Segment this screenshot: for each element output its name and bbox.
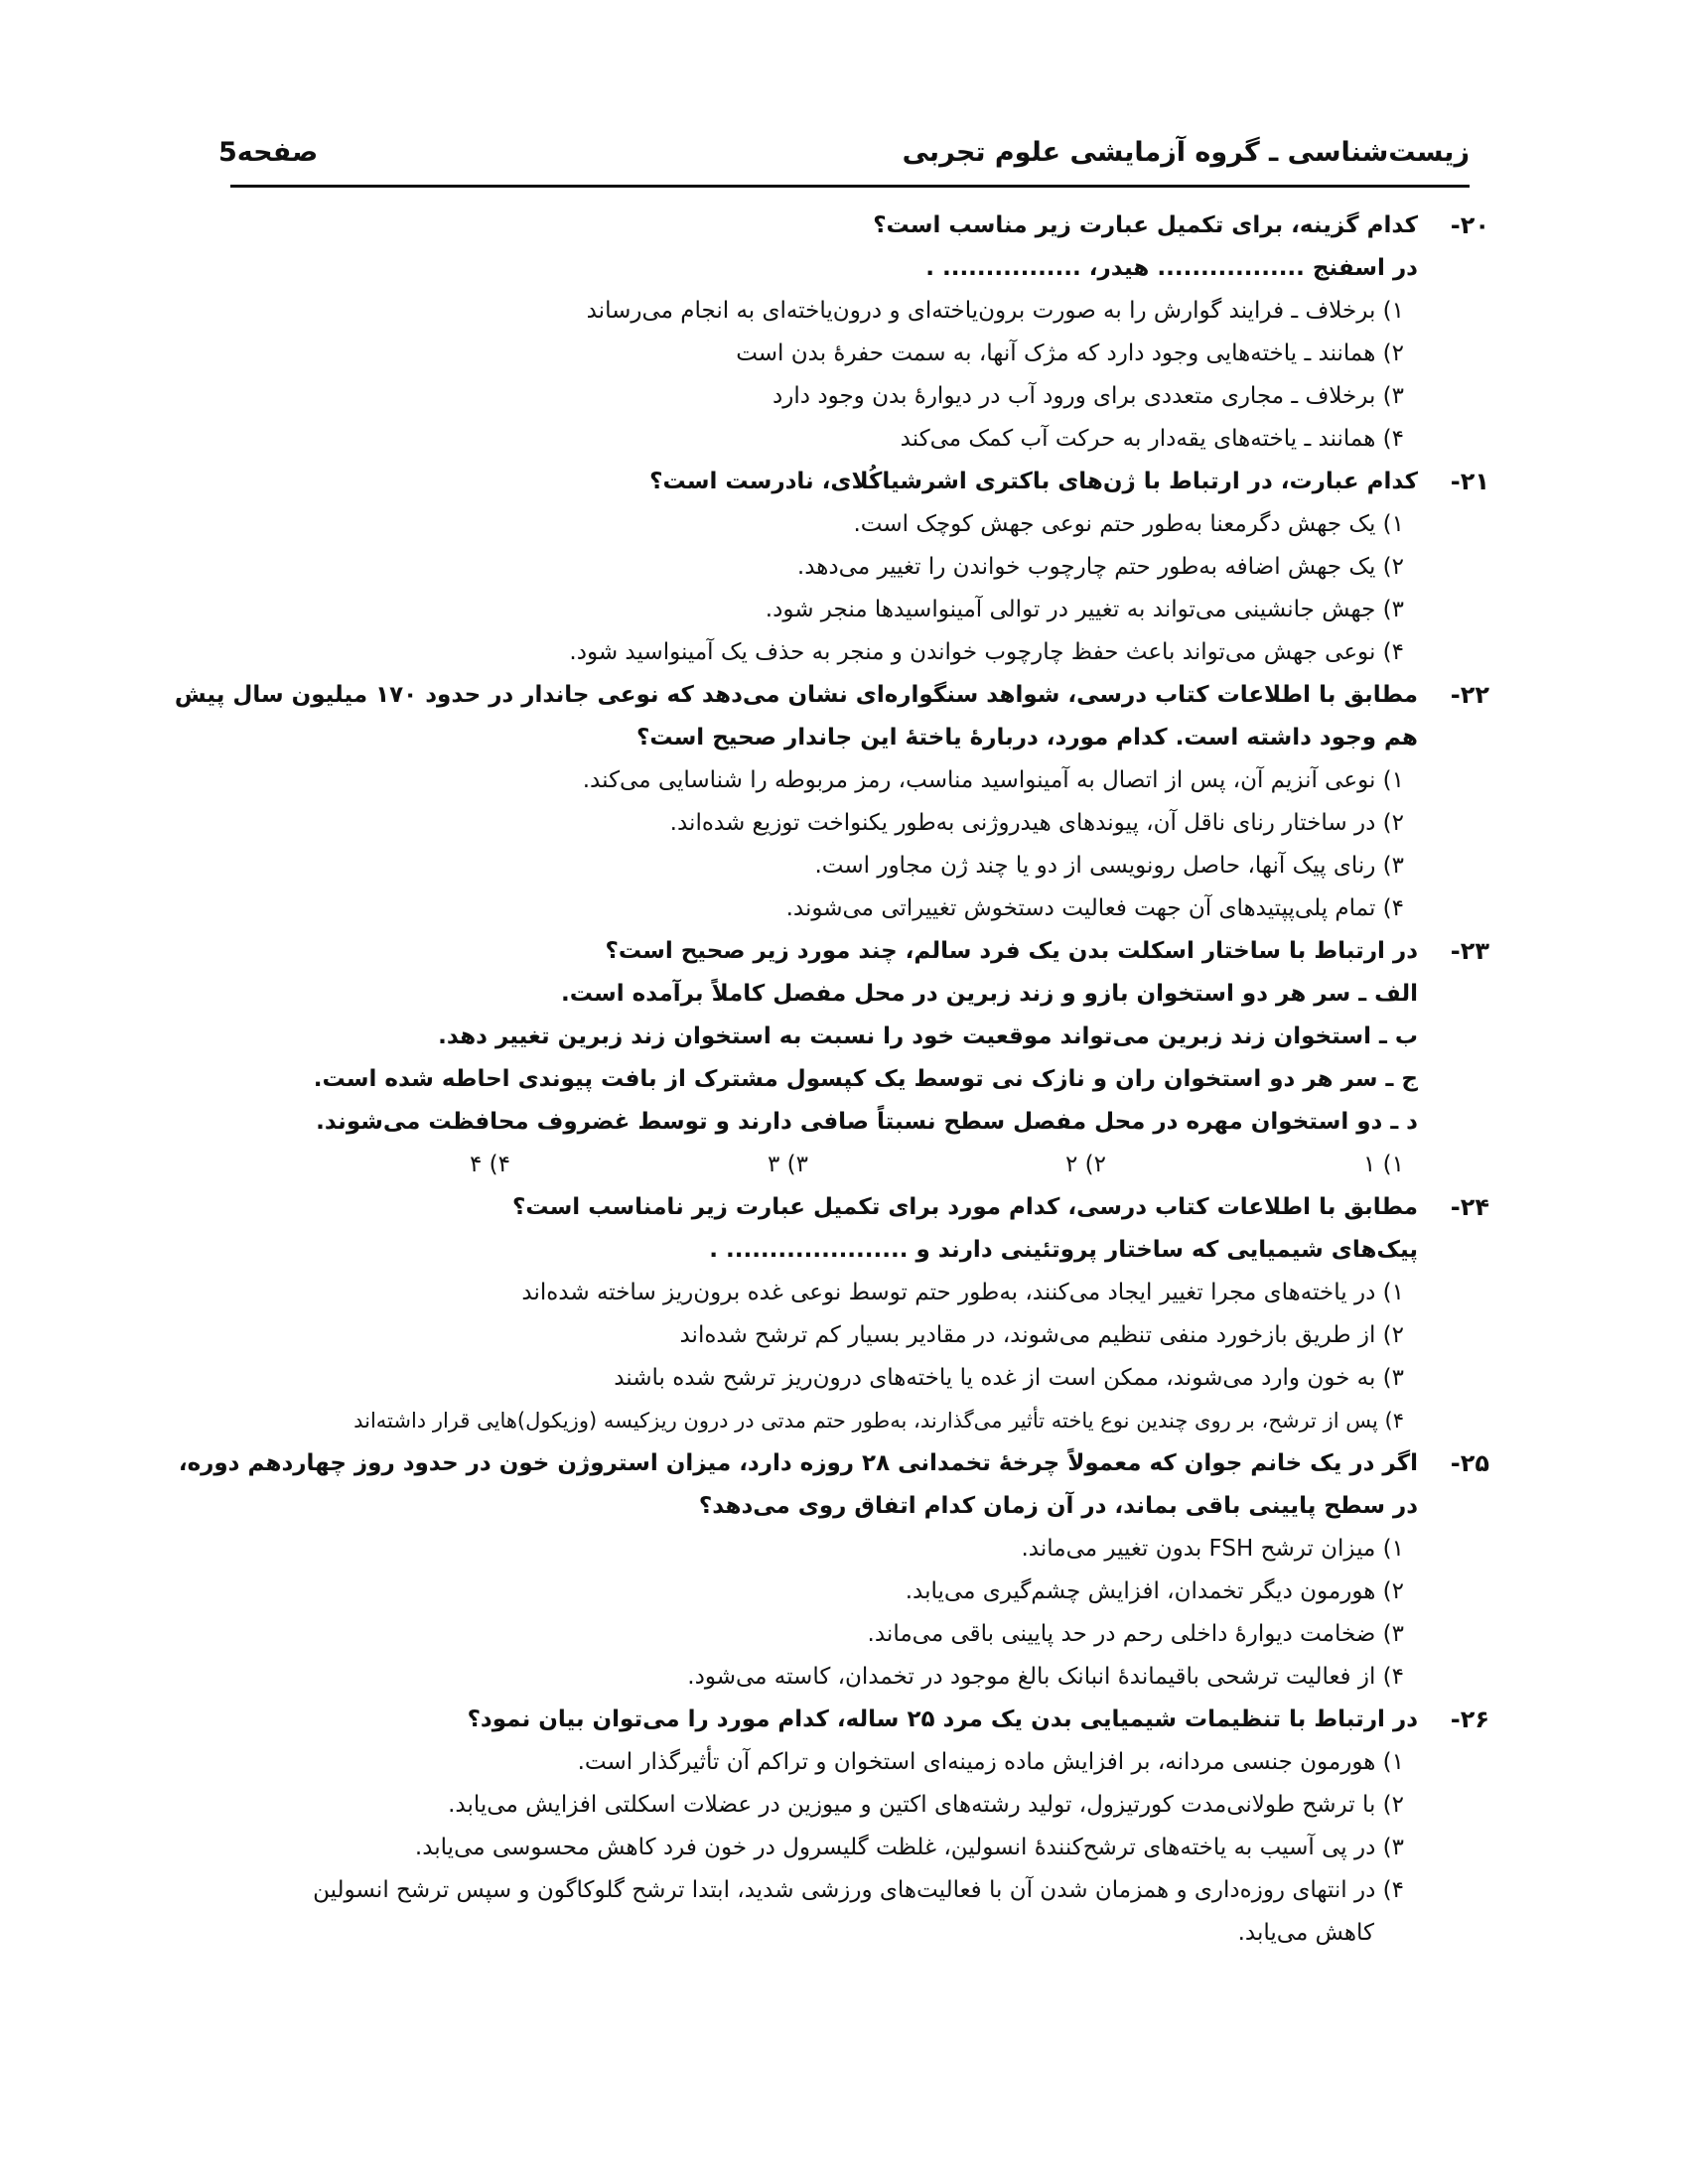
question-stem: در سطح پایینی باقی بماند، در آن زمان کدام اتفاق روی می‌دهد؟: [698, 1493, 1418, 1519]
answer-option: ۱) در یاخته‌های مجرا تغییر ایجاد می‌کنند، به‌طور حتم توسط نوعی غده برون‌ریز ساخته شده‌اند: [521, 1280, 1404, 1305]
answer-options-row: [199, 1144, 1418, 1186]
question-stem: کدام عبارت، در ارتباط با ژن‌های باکتری اشرشیاکُلای، نادرست است؟: [649, 469, 1418, 494]
answer-option: ۲) با ترشح طولانی‌مدت کورتیزول، تولید رشته‌های اکتین و میوزین در عضلات اسکلتی افزایش می‌یابد.: [448, 1792, 1404, 1818]
statement-item: الف ـ سر هر دو استخوان بازو و زند زبرین در محل مفصل کاملاً برآمده است.: [561, 981, 1418, 1007]
question-stem: در اسفنج ................. هیدر، ................ .: [925, 255, 1418, 281]
answer-option: ۴) همانند ـ یاخته‌های یقه‌دار به حرکت آب کمک می‌کند: [900, 426, 1404, 452]
question-23: [199, 930, 1489, 1186]
answer-option: ۴) پس از ترشح، بر روی چندین نوع یاخته تأثیر می‌گذارند، به‌طور حتم مدتی در درون ریزکیسه (وزیکول)هایی قرار داشته‌اند: [353, 1409, 1404, 1433]
answer-option: ۳) به خون وارد می‌شوند، ممکن است از غده یا یاخته‌های درون‌ریز ترشح شده باشند: [614, 1365, 1404, 1391]
statement-item: ج ـ سر هر دو استخوان ران و نازک نی توسط یک کپسول مشترک از بافت پیوندی احاطه شده است.: [313, 1066, 1418, 1092]
question-number: ۲۳-: [1450, 937, 1489, 965]
answer-option: ۲) یک جهش اضافه به‌طور حتم چارچوب خواندن را تغییر می‌دهد.: [796, 554, 1404, 580]
answer-option: ۳) ضخامت دیوارهٔ داخلی رحم در حد پایینی باقی می‌ماند.: [867, 1621, 1404, 1647]
question-stem: اگر در یک خانم جوان که معمولاً چرخهٔ تخمدانی ۲۸ روزه دارد، میزان استروژن خون در حدود روز چهاردهم دوره،: [178, 1450, 1418, 1476]
answer-option: ۱) برخلاف ـ فرایند گوارش را به صورت برون‌یاخته‌ای و درون‌یاخته‌ای به انجام می‌رساند: [586, 298, 1404, 324]
question-number: ۲۰-: [1450, 211, 1489, 239]
question-stem: کدام گزینه، برای تکمیل عبارت زیر مناسب است؟: [873, 212, 1418, 238]
question-number: ۲۲-: [1450, 681, 1489, 709]
answer-option: ۴) از فعالیت ترشحی باقیماندهٔ انبانک بالغ موجود در تخمدان، کاسته می‌شود.: [687, 1664, 1404, 1690]
answer-option: ۳) برخلاف ـ مجاری متعددی برای ورود آب در دیوارهٔ بدن وجود دارد: [773, 383, 1404, 409]
question-22: [174, 674, 1489, 930]
answer-option: ۲) هورمون دیگر تخمدان، افزایش چشم‌گیری می‌یابد.: [905, 1578, 1404, 1604]
question-number: ۲۱-: [1450, 468, 1489, 495]
answer-option: ۱) هورمون جنسی مردانه، بر افزایش ماده زمینه‌ای استخوان و تراکم آن تأثیرگذار است.: [577, 1749, 1404, 1775]
question-21: [199, 461, 1489, 674]
question-number: ۲۶-: [1450, 1706, 1489, 1733]
question-stem: مطابق با اطلاعات کتاب درسی، کدام مورد برای تکمیل عبارت زیر نامناسب است؟: [512, 1194, 1418, 1220]
question-25: [178, 1442, 1489, 1699]
answer-option: ۴) تمام پلی‌پپتیدهای آن جهت فعالیت دستخوش تغییراتی می‌شوند.: [785, 895, 1404, 921]
question-number: ۲۵-: [1450, 1449, 1489, 1477]
page-number: صفحه5: [218, 137, 319, 168]
answer-option: ۱) ۱: [1362, 1152, 1404, 1177]
question-stem: هم وجود داشته است. کدام مورد، دربارهٔ یاختهٔ این جاندار صحیح است؟: [636, 725, 1418, 751]
questions-list: [174, 205, 1489, 1955]
question-24: [199, 1186, 1489, 1442]
answer-option: ۱) یک جهش دگرمعنا به‌طور حتم نوعی جهش کوچک است.: [853, 511, 1404, 537]
statement-item: ب ـ استخوان زند زبرین می‌تواند موقعیت خود را نسبت به استخوان زند زبرین تغییر دهد.: [438, 1024, 1418, 1049]
question-20: [199, 205, 1489, 461]
answer-option-continuation: کاهش می‌یابد.: [1237, 1920, 1374, 1946]
answer-option: ۳) ۳: [767, 1152, 808, 1177]
answer-option: ۴) ۴: [469, 1152, 510, 1177]
question-stem: در ارتباط با ساختار اسکلت بدن یک فرد سالم، چند مورد زیر صحیح است؟: [605, 938, 1418, 964]
answer-option: ۴) در انتهای روزه‌داری و همزمان شدن آن با فعالیت‌های ورزشی شدید، ابتدا ترشح گلوکاگون و سپس ترشح انسولین: [313, 1877, 1404, 1903]
answer-option: ۲) همانند ـ یاخته‌هایی وجود دارد که مژک آنها، به سمت حفرهٔ بدن است: [736, 341, 1404, 366]
answer-option: ۲) در ساختار رنای ناقل آن، پیوندهای هیدروژنی به‌طور یکنواخت توزیع شده‌اند.: [669, 810, 1404, 836]
answer-option: ۳) در پی آسیب به یاخته‌های ترشح‌کنندهٔ انسولین، غلظت گلیسرول در خون فرد کاهش محسوسی می‌یابد.: [414, 1835, 1404, 1860]
question-number: ۲۴-: [1450, 1193, 1489, 1221]
statement-item: د ـ دو استخوان مهره در محل مفصل سطح نسبتاً صافی دارند و توسط غضروف محافظت می‌شوند.: [316, 1109, 1418, 1135]
header-rule: [230, 185, 1470, 188]
answer-option: ۱) میزان ترشح FSH بدون تغییر می‌ماند.: [1021, 1536, 1404, 1562]
question-26: [199, 1699, 1489, 1955]
answer-option: ۴) نوعی جهش می‌تواند باعث حفظ چارچوب خواندن و منجر به حذف یک آمینواسید شود.: [569, 639, 1404, 665]
page-header: [218, 137, 1470, 177]
header-title: زیست‌شناسی ـ گروه آزمایشی علوم تجربی: [902, 137, 1470, 168]
answer-option: ۲) از طریق بازخورد منفی تنظیم می‌شوند، در مقادیر بسیار کم ترشح شده‌اند: [679, 1322, 1404, 1348]
answer-option: ۲) ۲: [1064, 1152, 1106, 1177]
question-stem: در ارتباط با تنظیمات شیمیایی بدن یک مرد ۲۵ ساله، کدام مورد را می‌توان بیان نمود؟: [467, 1706, 1418, 1732]
answer-option: ۳) رنای پیک آنها، حاصل رونویسی از دو یا چند ژن مجاور است.: [814, 853, 1404, 879]
answer-option: ۳) جهش جانشینی می‌تواند به تغییر در توالی آمینواسیدها منجر شود.: [765, 597, 1404, 622]
answer-option: ۱) نوعی آنزیم آن، پس از اتصال به آمینواسید مناسب، رمز مربوطه را شناسایی می‌کند.: [582, 767, 1404, 793]
question-stem: پیک‌های شیمیایی که ساختار پروتئینی دارند و ..................... .: [709, 1237, 1418, 1263]
question-stem: مطابق با اطلاعات کتاب درسی، شواهد سنگواره‌ای نشان می‌دهد که نوعی جاندار در حدود ۱۷۰ میلیون سال پیش: [174, 682, 1418, 708]
